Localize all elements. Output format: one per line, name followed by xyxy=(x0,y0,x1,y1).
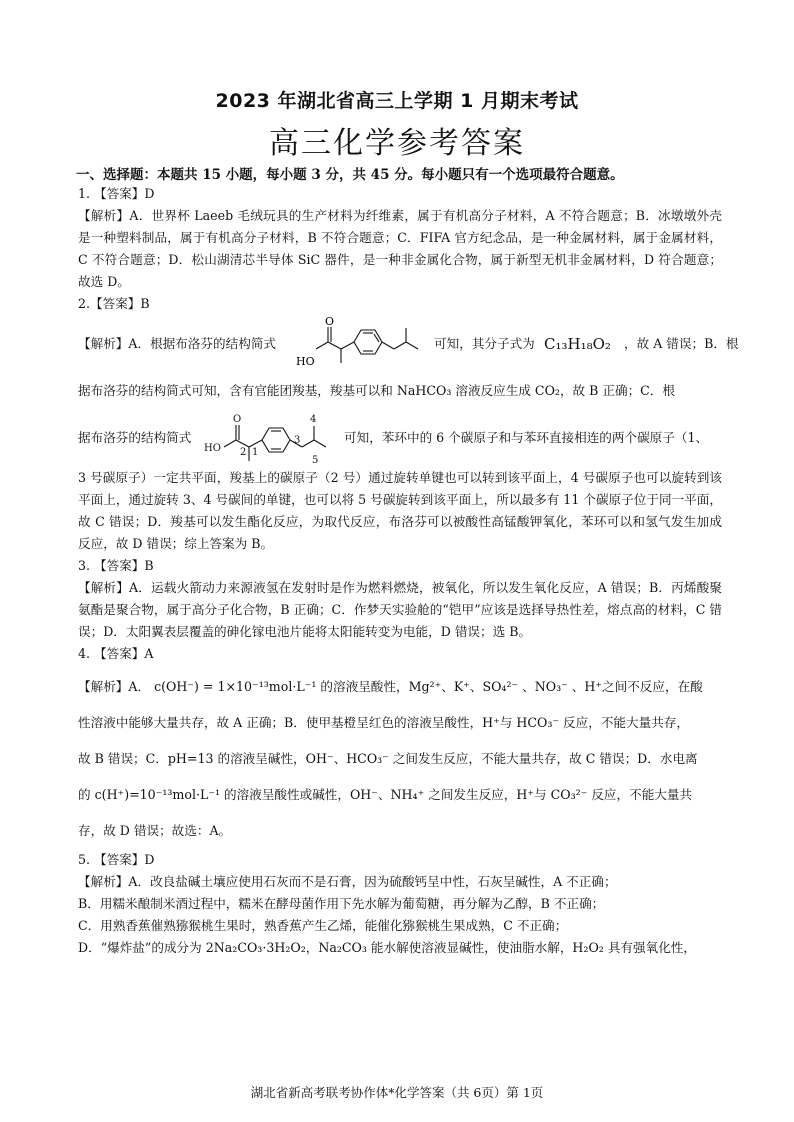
q2-answer: 2.【答案】B xyxy=(78,296,150,311)
q2-line1-text-c: ，故 A 错误；B．根 xyxy=(624,336,739,351)
q2-analysis-rest: 3 号碳原子）一定共平面，羧基上的碳原子（2 号）通过旋转单键也可以转到该平面上，4 号碳原子也可以旋转到该平面上，通过旋转 3、4 号碳间的单键，也可以将 5 号碳旋转到该平面上，所以最多有 11 个碳原子位于同一平面，故 C 错误；D．羧基可以发生酯化反应，为取代反应，布洛芬可以被酸性高锰酸钾氧化，苯环可以和氢气发生加成反应，故 D 错误；综上答案为 B。 xyxy=(78,470,722,551)
section-heading: 一、选择题：本题共 15 小题，每小题 3 分，共 45 分。每小题只有一个选项最符合题意。 xyxy=(76,167,624,183)
ibuprofen-structure-1 xyxy=(294,315,430,373)
q5-option-b: B．用糯米酿制米酒过程中，糯米在酵母菌作用下先水解为葡萄糖，再分解为乙醇，B 不正确； xyxy=(78,896,605,911)
q4-line5: 存，故 D 错误；故选：A。 xyxy=(78,823,232,838)
q3-analysis: 【解析】A．运载火箭动力来源液氢在发射时是作为燃料燃烧，被氧化，所以发生氧化反应，A 错误；B．丙烯酸聚氨酯是聚合物，属于高分子化合物，B 正确；C．作梦天实验舱的“铠甲”应该是选择导热性差，熔点高的材料，C 错误；D．太阳翼表层覆盖的砷化镓电池片能将太阳能转变为电能，D 错误；选 B。 xyxy=(78,580,722,639)
q4-line1: 【解析】A． c(OH⁻) = 1×10⁻¹³mol·L⁻¹ 的溶液呈酸性，Mg²⁺、K⁺、SO₄²⁻ 、NO₃⁻ 、H⁺之间不反应，在酸 xyxy=(78,679,703,694)
mol1-ho-label: HO xyxy=(296,355,315,368)
q5-option-c: C．用熟香蕉催熟猕猴桃生果时，熟香蕉产生乙烯，能催化猕猴桃生果成熟，C 不正确； xyxy=(78,918,568,933)
ibuprofen-structure-2 xyxy=(204,409,344,467)
q4-line2: 性溶液中能够大量共存，故 A 正确；B．使甲基橙呈红色的溶液呈酸性，H⁺与 HCO₃⁻ 反应，不能大量共存， xyxy=(78,715,689,730)
mol2-ho-label: HO xyxy=(204,443,221,454)
svg-text:O: O xyxy=(325,315,335,328)
q1-analysis: 【解析】A．世界杯 Laeeb 毛绒玩具的生产材料为纤维素，属于有机高分子材料，A 不符合题意；B．冰墩墩外壳是一种塑料制品，属于有机高分子材料，B 不符合题意；C．FIFA 官方纪念品，是一种金属材料，属于金属材料，C 不符合题意；D．松山湖清芯半导体 SiC 器件，是一种非金属化合物，属于新型无机非金属材料，D 符合题意；故选 D。 xyxy=(78,208,722,289)
q5-option-a: 【解析】A．改良盐碱土壤应使用石灰而不是石膏，因为硫酸钙呈中性，石灰呈碱性，A 不正确； xyxy=(78,874,617,889)
q2-analysis-line1 xyxy=(78,315,739,373)
q2-analysis-line2: 据布洛芬的结构简式可知，含有官能团羧基，羧基可以和 NaHCO₃ 溶液反应生成 CO₂，故 B 正确；C．根 xyxy=(78,383,675,398)
svg-text:O: O xyxy=(233,414,242,425)
q2-line1-text-b: 可知，其分子式为 xyxy=(434,336,535,351)
q4-answer: 4. 【答案】A xyxy=(78,646,154,661)
q2-analysis-line3 xyxy=(78,409,722,467)
page-footer: 湖北省新高考联考协作体*化学答案（共 6页）第 1页 xyxy=(250,1085,544,1100)
mol2-c1-label: 1 xyxy=(252,447,259,458)
document-title: 高三化学参考答案 xyxy=(269,126,525,161)
mol2-c4-label: 4 xyxy=(310,414,317,425)
q2-line1-text-a: 【解析】A．根据布洛芬的结构简式 xyxy=(78,336,277,351)
q2-line3-text-a: 据布洛芬的结构简式 xyxy=(78,430,192,445)
answer-content xyxy=(76,163,739,959)
q5-option-d: D．“爆炸盐”的成分为 2Na₂CO₃·3H₂O₂，Na₂CO₃ 能水解使溶液显碱性，使油脂水解，H₂O₂ 具有强氧化性， xyxy=(78,940,696,955)
mol2-c5-label: 5 xyxy=(312,455,319,466)
q5-answer: 5. 【答案】D xyxy=(78,852,155,867)
q4-line3: 故 B 错误；C．pH=13 的溶液呈碱性，OH⁻、HCO₃⁻ 之间发生反应，不能大量共存，故 C 错误；D．水电离 xyxy=(78,751,698,766)
q1-answer: 1. 【答案】D xyxy=(78,186,155,201)
q2-line3-text-b: 可知，苯环中的 6 个碳原子和与苯环直接相连的两个碳原子（1、 xyxy=(344,430,709,445)
mol2-c3-label: 3 xyxy=(294,435,301,446)
q4-line4: 的 c(H⁺)=10⁻¹³mol·L⁻¹ 的溶液呈酸性或碱性，OH⁻、NH₄⁺ 之间发生反应，H⁺与 CO₃²⁻ 反应，不能大量共 xyxy=(78,787,693,802)
q3-answer: 3. 【答案】B xyxy=(78,558,154,573)
exam-title: 2023 年湖北省高三上学期 1 月期末考试 xyxy=(215,90,579,112)
mol2-c2-label: 2 xyxy=(240,447,247,458)
q2-formula: C₁₃H₁₈O₂ xyxy=(544,335,611,353)
